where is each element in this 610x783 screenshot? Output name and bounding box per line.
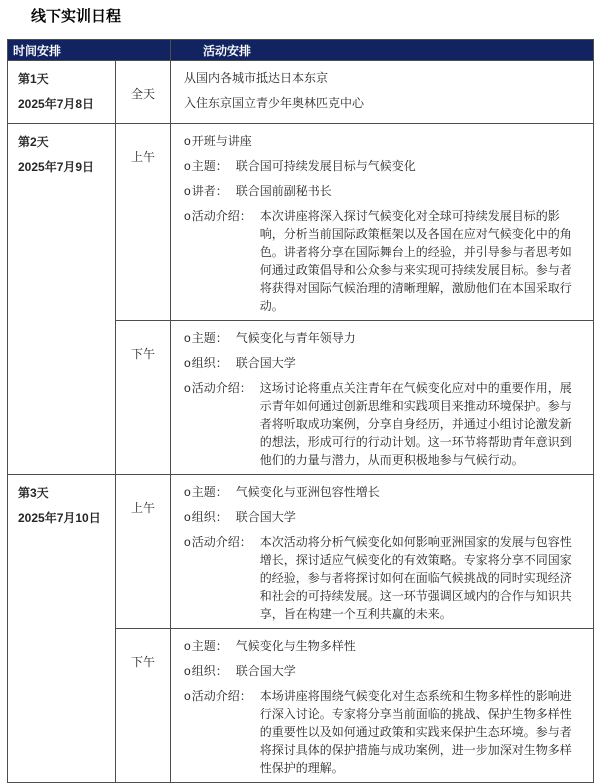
item-label: 活动介绍：	[191, 689, 252, 703]
bullet-marker: o	[184, 356, 191, 370]
item-label: 活动介绍：	[191, 209, 252, 223]
item-label: 主题：	[191, 639, 228, 653]
item-text: 从国内各城市抵达日本东京	[184, 71, 329, 85]
day-date: 2025年7月9日	[18, 160, 95, 174]
item-label: 主题：	[191, 159, 228, 173]
activity-item	[184, 69, 583, 87]
period-cell: 上午	[116, 475, 171, 629]
bullet-marker: o	[184, 485, 191, 499]
item-label: 组织：	[191, 510, 228, 524]
item-label: 主题：	[191, 485, 228, 499]
schedule-row	[8, 61, 594, 124]
bullet-marker: o	[184, 664, 191, 678]
day-label: 第3天	[18, 486, 49, 500]
bullet-marker: o	[184, 510, 191, 524]
schedule-body	[8, 61, 594, 783]
activity-item	[184, 533, 583, 623]
activity-cell	[171, 321, 594, 475]
bullet-marker: o	[184, 134, 191, 148]
activity-cell	[171, 61, 594, 124]
item-text: 本场讲座将围绕气候变化对生态系统和生物多样性的影响进行深入讨论。专家将分享当前面临的挑战、保护生物多样性的重要性以及如何通过政策和实践来保护生态环境。参与者将探讨具体的保护措施与成功案例，进一步加深对生物多样性保护的理解。	[259, 689, 572, 775]
period-cell: 下午	[116, 629, 171, 783]
column-header-time: 时间安排	[8, 40, 171, 61]
activity-item	[184, 207, 583, 315]
item-text: 开班与讲座	[191, 134, 252, 148]
item-label: 活动介绍：	[191, 381, 252, 395]
activity-cell	[171, 629, 594, 783]
activity-item	[184, 637, 583, 655]
activity-item	[184, 508, 583, 526]
item-text: 联合国大学	[235, 510, 296, 524]
activity-item	[184, 354, 583, 372]
schedule-row	[8, 124, 594, 321]
item-text: 气候变化与亚洲包容性增长	[235, 485, 380, 499]
day-cell	[8, 475, 116, 783]
activity-item	[184, 483, 583, 501]
item-text: 联合国前副秘书长	[235, 184, 332, 198]
bullet-marker: o	[184, 381, 191, 395]
item-label: 主题：	[191, 331, 228, 345]
bullet-marker: o	[184, 209, 191, 223]
bullet-marker: o	[184, 535, 191, 549]
item-label: 活动介绍：	[191, 535, 252, 549]
bullet-marker: o	[184, 159, 191, 173]
activity-item	[184, 182, 583, 200]
schedule-header	[8, 40, 594, 61]
bullet-marker: o	[184, 689, 191, 703]
activity-cell	[171, 475, 594, 629]
period-cell: 上午	[116, 124, 171, 321]
item-text: 入住东京国立青少年奥林匹克中心	[184, 96, 365, 110]
item-label: 组织：	[191, 356, 228, 370]
schedule-row	[8, 475, 594, 629]
day-date: 2025年7月10日	[18, 511, 101, 525]
column-header-activity: 活动安排	[171, 40, 594, 61]
activity-item	[184, 132, 583, 150]
bullet-marker: o	[184, 639, 191, 653]
day-label: 第2天	[18, 135, 49, 149]
item-label: 讲者：	[191, 184, 228, 198]
activity-item	[184, 157, 583, 175]
item-text: 联合国大学	[235, 664, 296, 678]
bullet-marker: o	[184, 331, 191, 345]
activity-item	[184, 662, 583, 680]
activity-cell	[171, 124, 594, 321]
page-title: 线下实训日程	[31, 8, 122, 25]
header-row	[8, 40, 594, 61]
item-text: 气候变化与生物多样性	[235, 639, 356, 653]
day-cell	[8, 124, 116, 475]
item-label: 组织：	[191, 664, 228, 678]
item-text: 联合国可持续发展目标与气候变化	[235, 159, 416, 173]
activity-item	[184, 94, 583, 112]
period-cell: 全天	[116, 61, 171, 124]
period-cell: 下午	[116, 321, 171, 475]
day-date: 2025年7月8日	[18, 97, 95, 111]
activity-item	[184, 687, 583, 777]
item-text: 这场讨论将重点关注青年在气候变化应对中的重要作用，展示青年如何通过创新思维和实践项目来推动环境保护。参与者将听取成功案例，分享自身经历，并通过小组讨论激发新的想法，形成可行的行动计划。这一环节将帮助青年意识到他们的力量与潜力，从而更积极地参与气候行动。	[259, 381, 572, 467]
item-text: 气候变化与青年领导力	[235, 331, 356, 345]
day-label: 第1天	[18, 72, 49, 86]
bullet-marker: o	[184, 184, 191, 198]
item-text: 本次讲座将深入探讨气候变化对全球可持续发展目标的影响，分析当前国际政策框架以及各国在应对气候变化中的角色。讲者将分享在国际舞台上的经验，并引导参与者思考如何通过政策倡导和公众参与来实现可持续发展目标。参与者将获得对国际气候治理的清晰理解，激励他们在本国采取行动。	[259, 209, 572, 313]
schedule-table	[7, 39, 594, 783]
activity-item	[184, 329, 583, 347]
item-text: 联合国大学	[235, 356, 296, 370]
day-cell	[8, 61, 116, 124]
item-text: 本次活动将分析气候变化如何影响亚洲国家的发展与包容性增长，探讨适应气候变化的有效策略。专家将分享不同国家的经验，参与者将探讨如何在面临气候挑战的同时实现经济和社会的可持续发展。这一环节强调区域内的合作与知识共享，旨在构建一个互利共赢的未来。	[259, 535, 572, 621]
activity-item	[184, 379, 583, 469]
